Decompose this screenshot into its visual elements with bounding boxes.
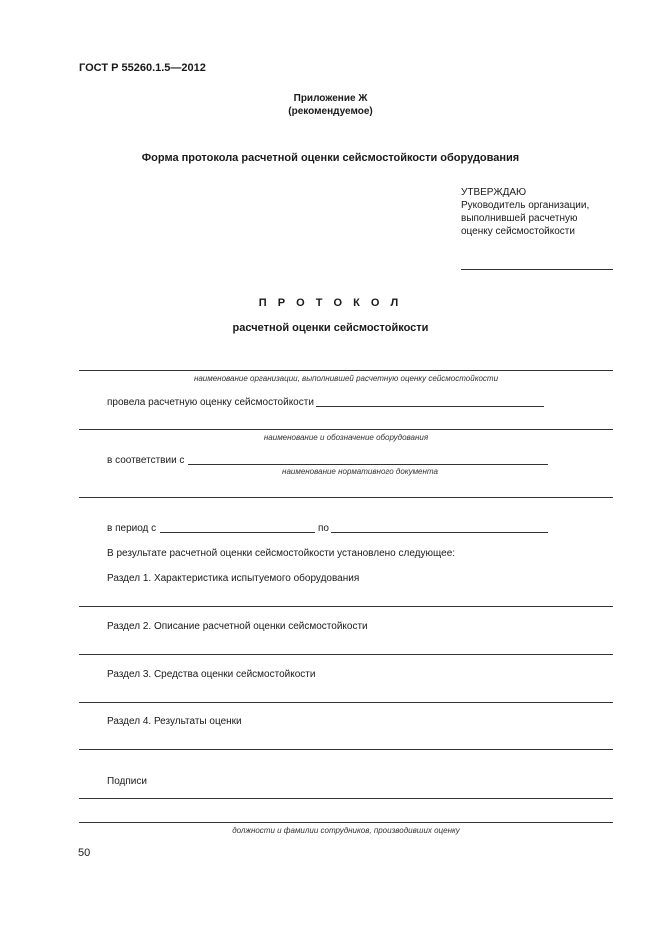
section-2-line[interactable]	[79, 654, 613, 655]
signatures-line-2[interactable]	[79, 822, 613, 823]
approval-line-1: Руководитель организации,	[461, 200, 590, 211]
section-4-line[interactable]	[79, 749, 613, 750]
signatures-line-1[interactable]	[79, 798, 613, 799]
performed-label: провела расчетную оценку сейсмостойкости	[107, 397, 314, 408]
section-1-line[interactable]	[79, 606, 613, 607]
signatures-caption: должности и фамилии сотрудников, производивших оценку	[232, 826, 460, 835]
normative-document-line[interactable]	[188, 464, 548, 465]
organization-name-line[interactable]	[79, 370, 613, 371]
normative-caption: наименование нормативного документа	[282, 467, 438, 476]
equipment-line[interactable]	[79, 429, 613, 430]
period-to-label: по	[318, 523, 329, 534]
protocol-subtitle: расчетной оценки сейсмостойкости	[232, 322, 429, 334]
equipment-caption: наименование и обозначение оборудования	[263, 433, 429, 442]
period-from-line[interactable]	[160, 532, 315, 533]
form-title: Форма протокола расчетной оценки сейсмостойкости оборудования	[141, 152, 520, 164]
annex-heading	[0, 92, 661, 118]
period-from-label: в период с	[107, 523, 157, 534]
section-3-line[interactable]	[79, 702, 613, 703]
standard-number: ГОСТ Р 55260.1.5—2012	[79, 62, 206, 74]
period-to-line[interactable]	[331, 532, 548, 533]
annex-title: Приложение Ж	[293, 93, 368, 104]
section-3-label: Раздел 3. Средства оценки сейсмостойкости	[107, 669, 316, 680]
approval-line-2: выполнившей расчетную	[461, 213, 578, 224]
section-1-label: Раздел 1. Характеристика испытуемого оборудования	[107, 573, 360, 584]
approve-word: УТВЕРЖДАЮ	[461, 187, 527, 198]
approval-line-3: оценку сейсмостойкости	[461, 226, 575, 237]
performed-line[interactable]	[316, 406, 544, 407]
results-intro: В результате расчетной оценки сейсмостойкости установлено следующее:	[107, 548, 456, 559]
approval-block	[461, 186, 589, 238]
annex-note: (рекомендуемое)	[288, 106, 373, 117]
organization-caption: наименование организации, выполнившей расчетную оценку сейсмостойкости	[193, 374, 499, 383]
page-number: 50	[78, 847, 91, 859]
protocol-title: П Р О Т О К О Л	[258, 297, 403, 309]
approval-signature-line[interactable]	[461, 269, 613, 270]
section-2-label: Раздел 2. Описание расчетной оценки сейсмостойкости	[107, 621, 368, 632]
normative-extra-line[interactable]	[79, 497, 613, 498]
accordance-label: в соответствии с	[107, 455, 185, 466]
signatures-label: Подписи	[107, 776, 147, 787]
section-4-label: Раздел 4. Результаты оценки	[107, 716, 242, 727]
